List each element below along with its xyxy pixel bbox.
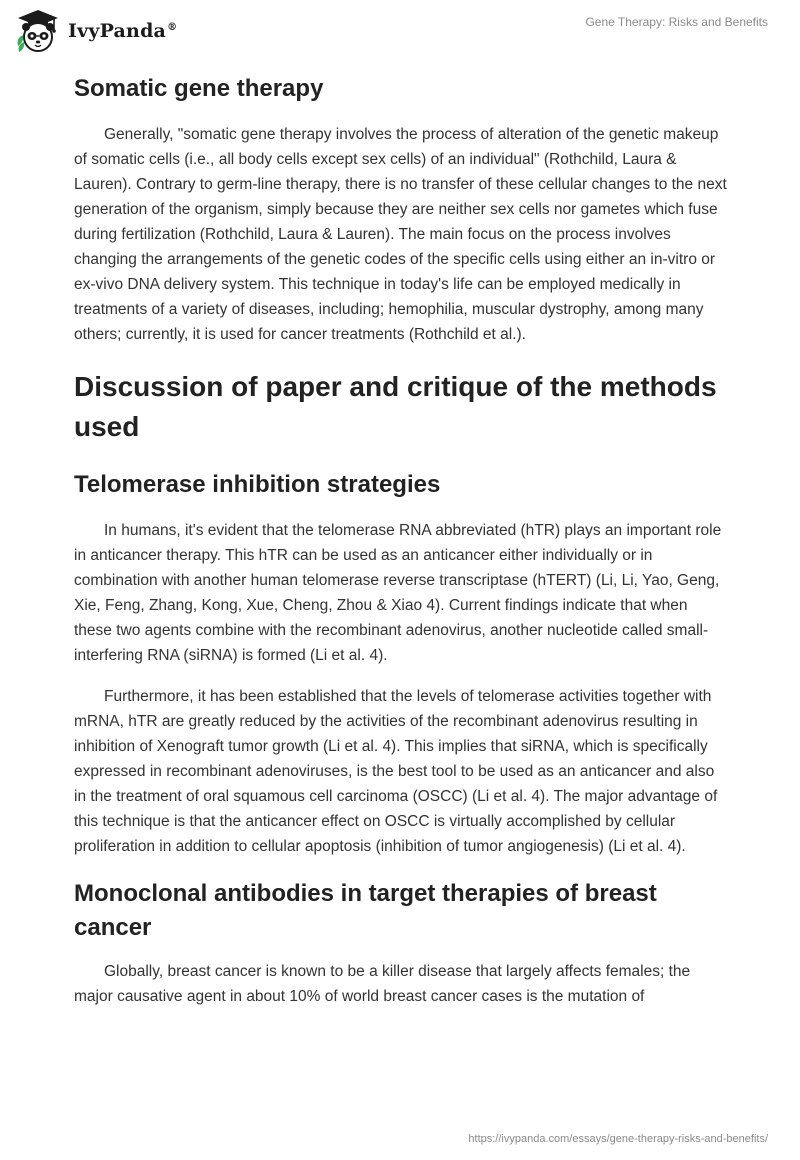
ivypanda-logo[interactable] — [14, 8, 177, 54]
heading-somatic-gene-therapy: Somatic gene therapy — [74, 75, 324, 102]
paragraph-somatic: Generally, "somatic gene therapy involves the process of alteration of the genetic makeup of somatic cells (i.e., all body cells except sex cells) of an individual" (Rothchild, Laura & Lauren). Contrary to germ-line therapy, there is no transfer of these cellular changes to the next generation of the organism, simply because they are neither sex cells nor gametes which fuse during fertilization (Rothchild, Laura & Lauren). The main focus on the process involves changing the arrangements of the genetic codes of the specific cells using either an in-vitro or ex-vivo DNA delivery system. This technique in today's life can be employed medically in treatments of a variety of diseases, including; hemophilia, muscular dystrophy, among many others; currently, it is used for cancer treatments (Rothchild et al.). — [74, 126, 727, 343]
heading-monoclonal-antibodies: Monoclonal antibodies in target therapies of breast cancer — [74, 880, 657, 941]
paragraph-telomerase-1: In humans, it's evident that the telomerase RNA abbreviated (hTR) plays an important role in anticancer therapy. This hTR can be used as an anticancer either individually or in combination with another human telomerase reverse transcriptase (hTERT) (Li, Li, Yao, Geng, Xie, Feng, Zhang, Kong, Xue, Cheng, Zhou & Xiao 4). Current findings indicate that when these two agents combine with the recombinant adenovirus, another nucleotide called small-interfering RNA (siRNA) is formed (Li et al. 4). — [74, 522, 722, 664]
paragraph-monoclonal: Globally, breast cancer is known to be a killer disease that largely affects females; the major causative agent in about 10% of world breast cancer cases is the mutation of — [74, 963, 691, 1005]
panda-graduate-icon — [14, 8, 62, 54]
paragraph-telomerase-2: Furthermore, it has been established that the levels of telomerase activities together with mRNA, hTR are greatly reduced by the activities of the recombinant adenovirus resulting in inhibition of Xenograft tumor growth (Li et al. 4). This implies that siRNA, which is specifically expressed in recombinant adenoviruses, is the best tool to be used as an anticancer and also in the treatment of oral squamous cell carcinoma (OSCC) (Li et al. 4). The major advantage of this technique is that the anticancer effect on OSCC is virtually accomplished by cellular proliferation in addition to cellular apoptosis (inhibition of tumor angiogenesis) (Li et al. 4). — [74, 688, 718, 855]
logo-wordmark: IvyPanda® — [68, 20, 178, 42]
page-header — [0, 0, 800, 70]
source-url[interactable]: https://ivypanda.com/essays/gene-therapy-risks-and-benefits/ — [468, 1133, 768, 1145]
heading-discussion: Discussion of paper and critique of the methods used — [74, 371, 717, 442]
heading-telomerase-inhibition: Telomerase inhibition strategies — [74, 471, 441, 498]
essay-body — [74, 72, 728, 1009]
running-title: Gene Therapy: Risks and Benefits — [585, 15, 768, 29]
registered-mark: ® — [167, 21, 178, 33]
